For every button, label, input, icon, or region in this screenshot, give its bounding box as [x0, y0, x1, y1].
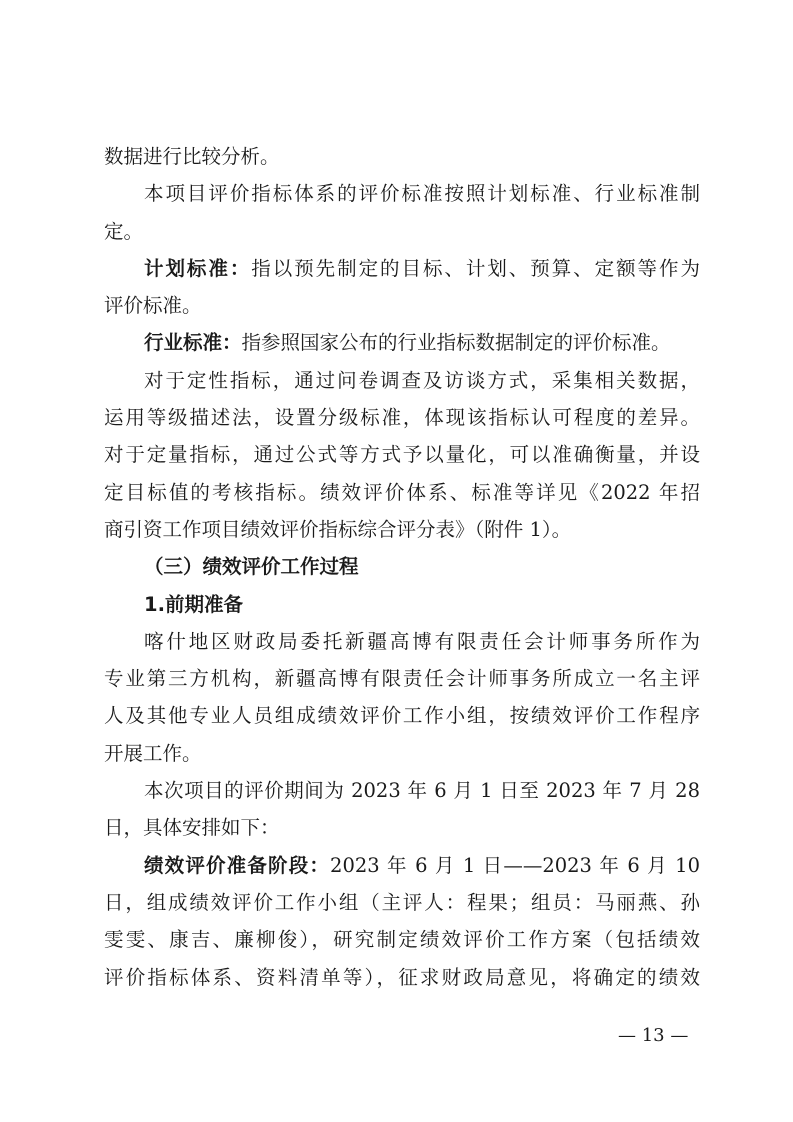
body-line: 人及其他专业人员组成绩效评价工作小组，按绩效评价工作程序: [104, 704, 700, 728]
section-heading: （三）绩效评价工作过程: [144, 555, 359, 579]
inline-label: 行业标准：: [144, 331, 242, 355]
body-line: 喀什地区财政局委托新疆高博有限责任会计师事务所作为: [144, 629, 700, 653]
inline-text: 指以预先制定的目标、计划、预算、定额等作为: [251, 256, 700, 280]
body-line: 对于定性指标，通过问卷调查及访谈方式，采集相关数据，: [144, 368, 700, 392]
body-line: 数据进行比较分析。: [104, 145, 280, 168]
body-line: 日，组成绩效评价工作小组（主评人：程果；组员：马丽燕、孙: [104, 890, 700, 914]
document-body: [104, 138, 700, 996]
body-line: 商引资工作项目绩效评价指标综合评分表》（附件 1）。: [104, 517, 572, 541]
inline-label: 计划标准：: [144, 256, 252, 280]
body-line: 定目标值的考核指标。绩效评价体系、标准等详见《2022 年招: [104, 480, 700, 504]
body-line: 开展工作。: [104, 741, 202, 765]
body-line: [104, 847, 700, 884]
body-line: 本项目评价指标体系的评价标准按照计划标准、行业标准制: [144, 182, 700, 206]
page-number: — 13 —: [618, 1025, 689, 1046]
body-line: 本次项目的评价期间为 2023 年 6 月 1 日至 2023 年 7 月 28: [144, 779, 700, 803]
inline-label: 绩效评价准备阶段：: [144, 853, 331, 877]
body-line: 雯雯、康吉、廉柳俊），研究制定绩效评价工作方案（包括绩效: [104, 928, 700, 952]
body-line: 运用等级描述法，设置分级标准，体现该指标认可程度的差异。: [104, 406, 700, 430]
inline-text: 2023 年 6 月 1 日——2023 年 6 月 10: [330, 853, 700, 877]
body-line: 评价标准。: [104, 294, 202, 318]
body-line: 对于定量指标，通过公式等方式予以量化，可以准确衡量，并设: [104, 443, 700, 467]
body-line: 日，具体安排如下：: [104, 816, 280, 840]
body-line: 专业第三方机构，新疆高博有限责任会计师事务所成立一名主评: [104, 667, 700, 691]
body-line: [104, 250, 700, 287]
subsection-heading: 1.前期准备: [144, 592, 243, 616]
body-line: [104, 324, 700, 361]
body-line: 评价指标体系、资料清单等），征求财政局意见，将确定的绩效: [104, 965, 700, 989]
body-line: 定。: [104, 219, 144, 243]
inline-text: 指参照国家公布的行业指标数据制定的评价标准。: [241, 331, 671, 355]
